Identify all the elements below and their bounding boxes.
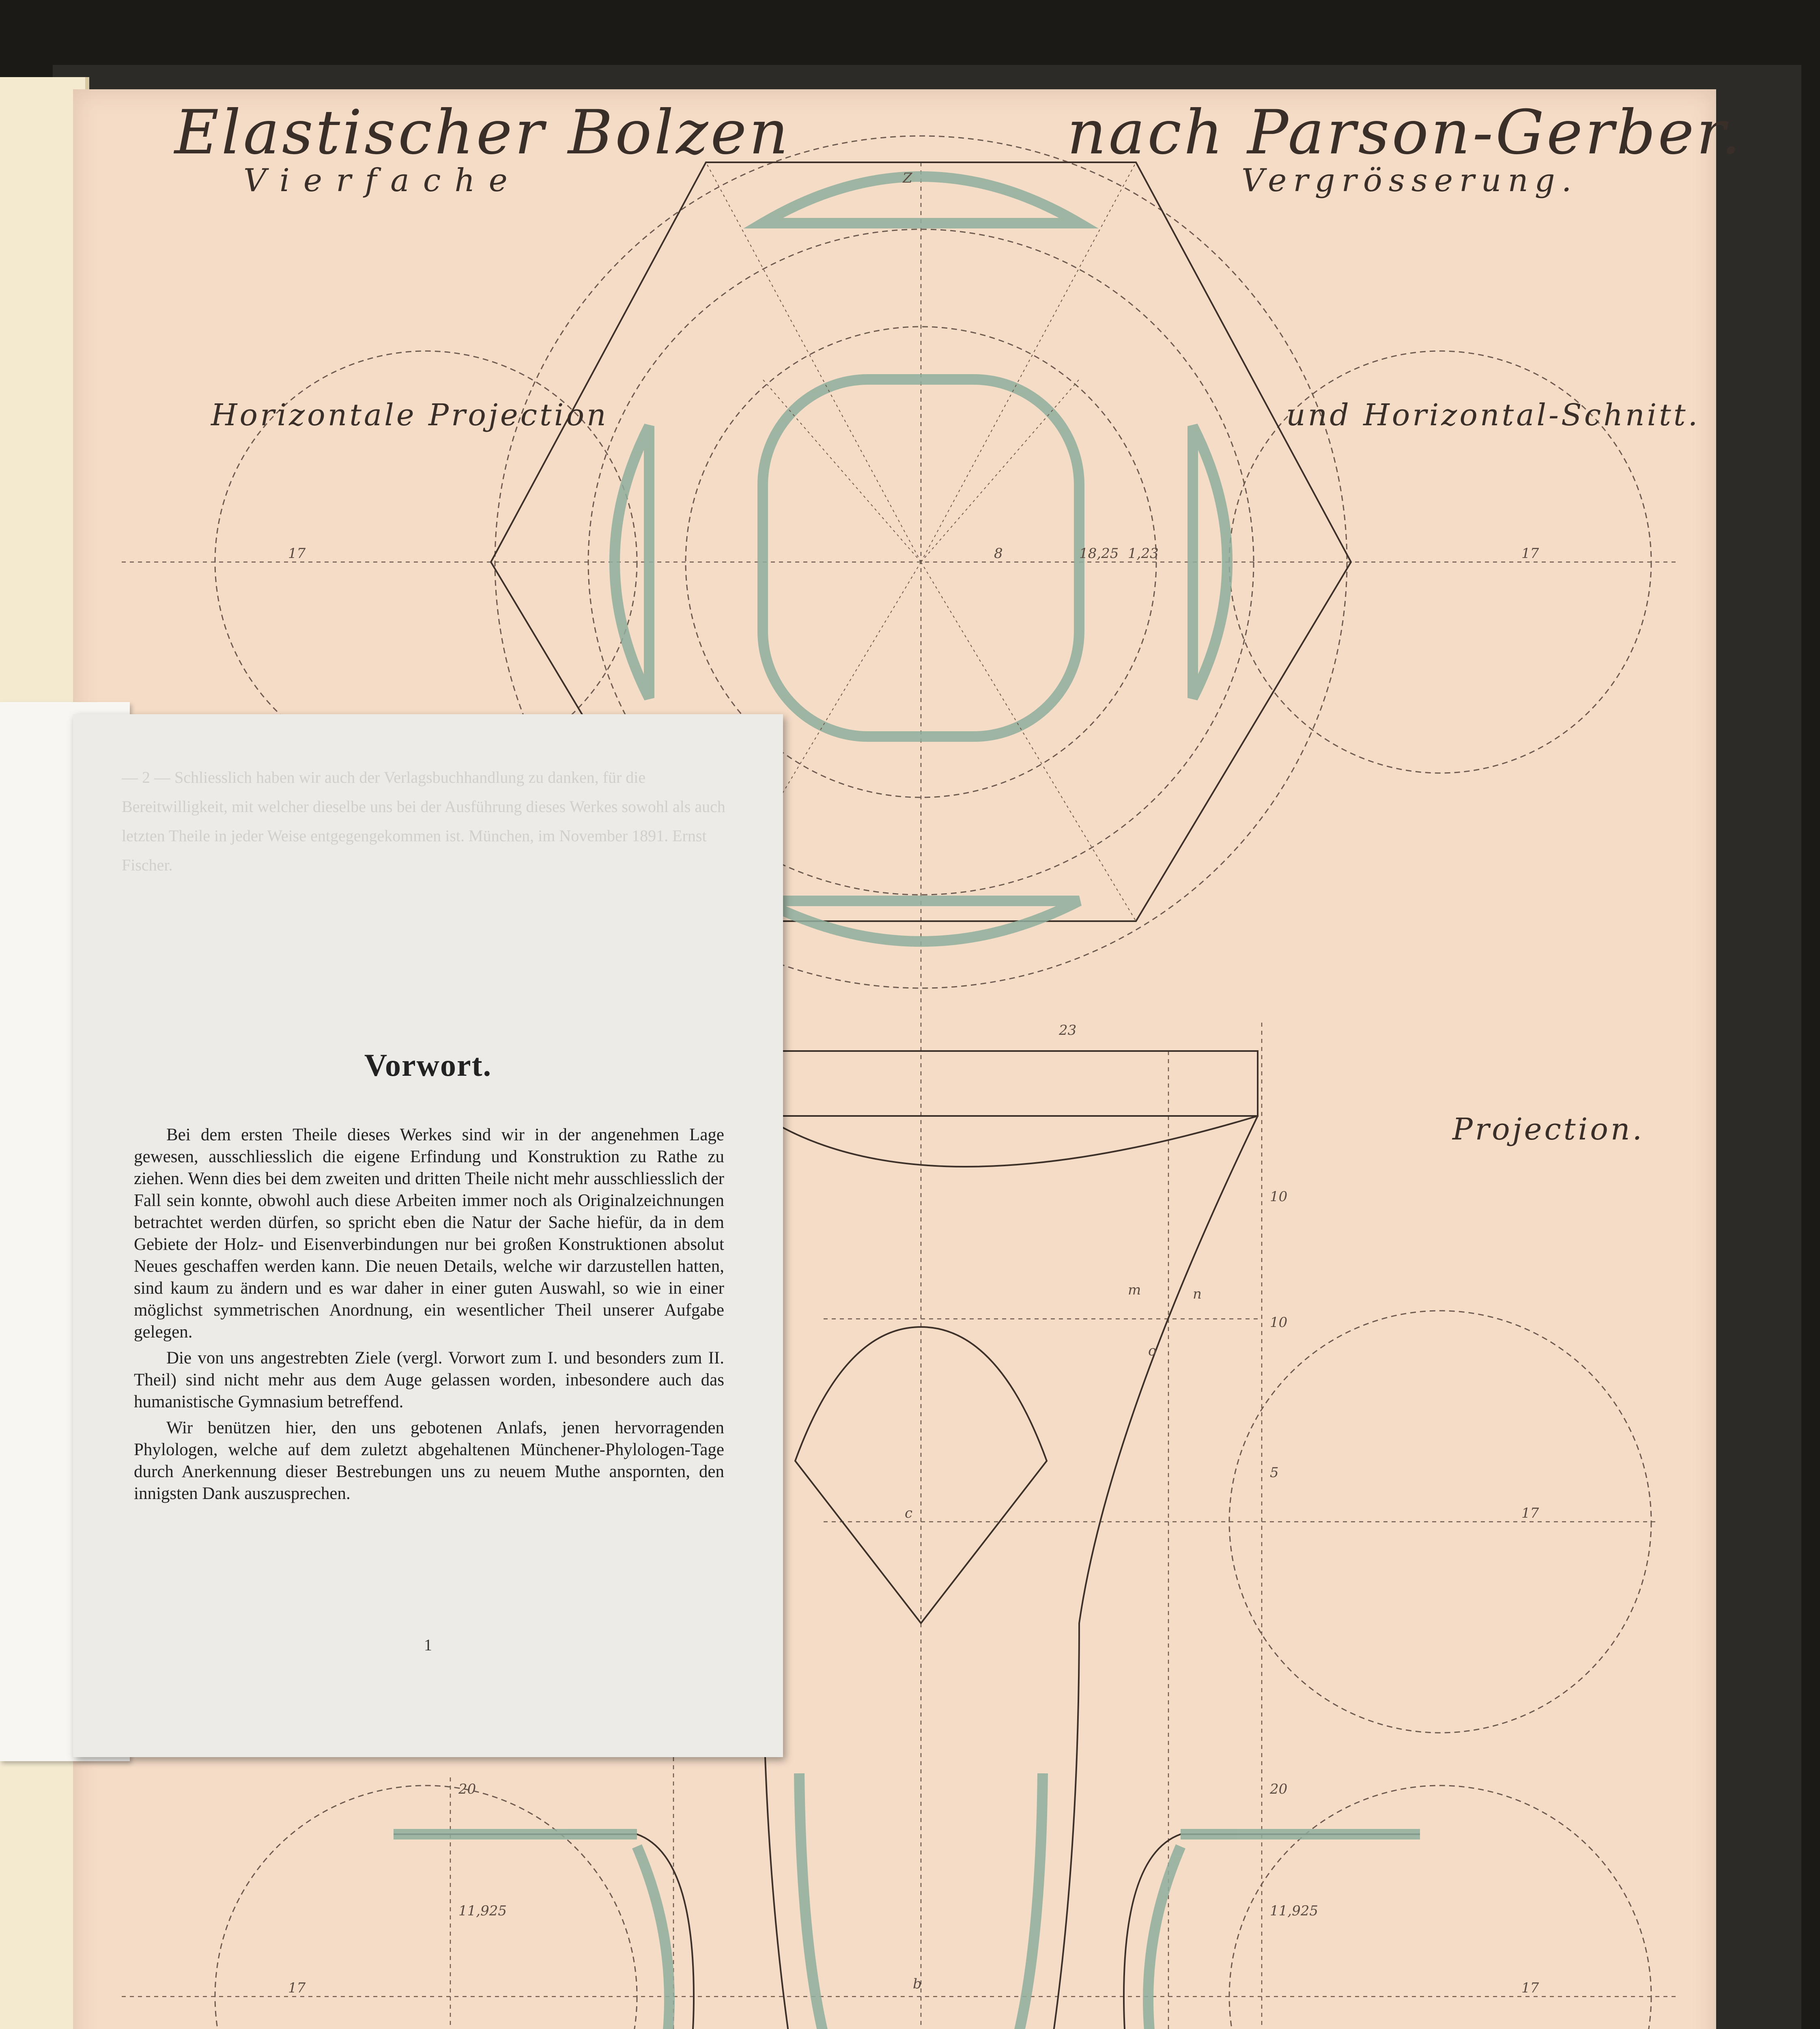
point-n: n [1193, 1286, 1202, 1302]
preface-paragraph-2: Die von uns angestrebten Ziele (vergl. Vorwort zum I. und besonders zum II. Theil) sind nicht mehr aus dem Auge gelassen worden, inbesondere auch das humanistische Gymnasium betreffend. [134, 1348, 724, 1411]
preface-heading: Vorwort. [364, 1047, 492, 1083]
dim-23: 23 [1059, 1022, 1077, 1038]
dim-17-left-top: 17 [288, 545, 306, 562]
dim-17-right-bottom: 17 [1521, 1980, 1539, 1996]
title-left: Elastischer Bolzen [174, 97, 791, 168]
radial-line-6 [921, 379, 1079, 562]
head-bottom-curve [763, 1116, 1258, 1167]
left-guide-circle-bottom [215, 1786, 637, 2029]
dim-1825: 18,25 [1079, 545, 1119, 562]
green-jaw-right [1148, 1846, 1181, 2029]
page-number: 1 [424, 1636, 432, 1654]
preface-paragraph-3: Wir benützen hier, den uns gebotenen Anlafs, jenen hervorragenden Phylologen, welche auf dem zuletzt abgehaltenen Münchener-Phylologen-Tage durch Anerkennung dieser Bestrebungen uns zu neuem Muthe anspornten, den innigsten Dank auszusprechen. [134, 1418, 724, 1503]
pointed-profile [795, 1327, 1047, 1623]
title-right: nach Parson-Gerber. [1067, 97, 1743, 168]
preface-insert [73, 714, 783, 1757]
point-c: c [905, 1505, 913, 1521]
dim-17-right-mid: 17 [1521, 1505, 1539, 1521]
dim-5: 5 [1270, 1465, 1279, 1481]
dim-123: 1,23 [1128, 545, 1159, 562]
green-lobe-left [615, 426, 649, 698]
subtitle-left: Vierfache [243, 162, 521, 199]
label-horizontal-section: und Horizontal-Schnitt. [1286, 398, 1700, 433]
subtitle-right: Vergrösserung. [1241, 162, 1578, 199]
dim-17-right-top: 17 [1521, 545, 1539, 562]
dim-8: 8 [994, 545, 1003, 562]
radial-line-5 [763, 379, 921, 562]
dim-11925-left-top: 11,925 [458, 1903, 507, 1919]
point-b: b [913, 1976, 922, 1992]
bolt-shaft [763, 1116, 1258, 2029]
green-lobe-top [763, 177, 1079, 223]
point-m: m [1128, 1282, 1141, 1298]
dim-17-left-bottom: 17 [288, 1980, 306, 1996]
dim-10-b: 10 [1270, 1314, 1288, 1331]
green-jaw-left [637, 1846, 669, 2029]
label-horizontal-projection: Horizontale Projection [211, 398, 609, 433]
dim-20-right: 20 [1270, 1781, 1288, 1797]
label-projection: Projection. [1452, 1112, 1645, 1147]
dim-11925-right-top: 11,925 [1270, 1903, 1318, 1919]
point-o: o [1148, 1343, 1157, 1359]
bleed-through-text: — 2 — Schliesslich haben wir auch der Verlagsbuchhandlung zu danken, für die Bereitwilligkeit, mit welcher dieselbe uns bei der Ausführung dieses Werkes sowohl als auch letzten Theile in jeder Weise entgegengekommen ist. München, im November 1891. Ernst Fischer. [122, 768, 725, 874]
preface-paragraph-1: Bei dem ersten Theile dieses Werkes sind wir in der angenehmen Lage gewesen, ausschliesslich die eigene Erfindung und Konstruktion zu Rathe zu ziehen. Wenn dies bei dem zweiten und dritten Theile nicht mehr ausschliesslich der Fall sein konnte, obwohl auch diese Arbeiten immer noch als Originalzeichnungen betrachtet werden dürfen, so spricht eben die Natur der Sache hiefür, da in dem Gebiete der Holz- und Eisenverbindungen nur bei großen Konstruktionen absolut Neues geschaffen werden kann. Die neuen Details, welche wir darzustellen hatten, sind kaum zu ändern und es war daher in einer guten Auswahl, so wie in einer möglichst symmetrischen Anordnung, ein wesentlicher Theil unserer Aufgabe gelegen. [134, 1125, 724, 1342]
preface-body [134, 1124, 724, 1509]
dim-10-a: 10 [1270, 1189, 1288, 1205]
point-z: Z [903, 170, 912, 186]
head-profile [763, 1051, 1258, 1116]
dim-20-left: 20 [458, 1781, 476, 1797]
